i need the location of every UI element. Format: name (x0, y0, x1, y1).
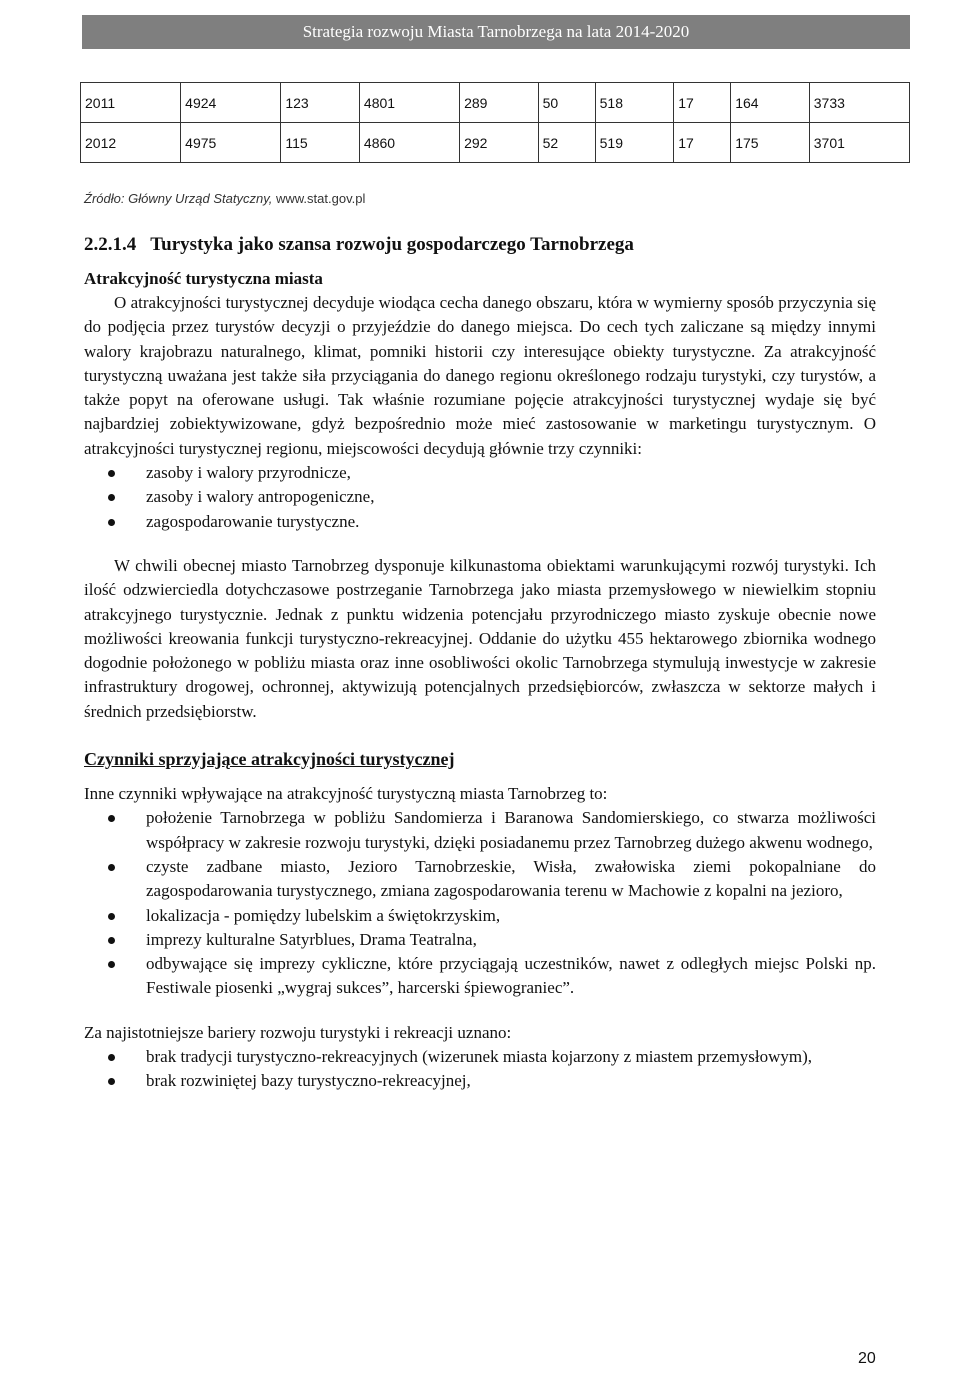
bullet-icon (108, 494, 115, 501)
subheading-attractiveness: Atrakcyjność turystyczna miasta (84, 269, 323, 288)
table-cell: 2011 (81, 83, 181, 123)
list-item (84, 510, 876, 534)
list-item (84, 928, 876, 952)
list-item (84, 855, 876, 904)
source-note (84, 191, 365, 206)
list-item-text: położenie Tarnobrzega w pobliżu Sandomierza i Baranowa Sandomierskiego, co stwarza możliwości współpracy w zakresie rozwoju turystyki, dzięki posiadanemu przez Tarnobrzeg dużego akwenu wodnego, (146, 808, 876, 852)
table-cell: 50 (538, 83, 595, 123)
table-row (81, 123, 910, 163)
table-cell: 3733 (809, 83, 909, 123)
bullet-icon (108, 937, 115, 944)
list-item-text: zasoby i walory antropogeniczne, (146, 487, 375, 507)
list-item-text: zagospodarowanie turystyczne. (146, 511, 360, 531)
section-title: Turystyka jako szansa rozwoju gospodarczego Tarnobrzega (150, 234, 634, 255)
bullet-icon (108, 470, 115, 477)
main-content (84, 231, 876, 1094)
bullet-icon (108, 961, 115, 968)
bullet-icon (108, 815, 115, 822)
table-cell: 17 (674, 83, 731, 123)
table-cell: 292 (460, 123, 539, 163)
list-item-text: odbywające się imprezy cykliczne, które przyciągają uczestników, nawet z odległych miejsc Polski np. Festiwale piosenki „wygraj sukces”, harcerski śpiewograniec”. (146, 954, 876, 998)
factors-list (84, 461, 876, 534)
list-item-text: brak rozwiniętej bazy turystyczno-rekreacyjnej, (146, 1071, 471, 1091)
page-number: 20 (858, 1350, 876, 1367)
list-item-text: imprezy kulturalne Satyrblues, Drama Teatralna, (146, 929, 477, 949)
bullet-icon (108, 519, 115, 526)
table-cell: 289 (460, 83, 539, 123)
table-cell: 164 (731, 83, 810, 123)
barriers-list (84, 1045, 876, 1094)
table-cell: 123 (281, 83, 360, 123)
table-cell: 17 (674, 123, 731, 163)
table-cell: 4801 (359, 83, 459, 123)
bullet-icon (108, 1054, 115, 1061)
document-header (82, 15, 910, 49)
list-item-text: zasoby i walory przyrodnicze, (146, 463, 351, 483)
list-item (84, 1069, 876, 1093)
list-item-text: lokalizacja - pomiędzy lubelskim a świętokrzyskim, (146, 905, 501, 925)
bullet-icon (108, 864, 115, 871)
paragraph-attractiveness: O atrakcyjności turystycznej decyduje wiodąca cecha danego obszaru, która w wymierny sposób przyczynia się do podjęcia przez turystów decyzji o przyjeździe do danego miejsca. Do cech tych zaliczane są między innymi walory krajobrazu naturalnego, klimat, pomniki historii czy interesujące obiekty turystyczne. Za atrakcyjność turystyczną uważana jest także siła przyciągania do danego regionu określonego rodzaju turystyki, czy turystów, a także popyt na oferowane usługi. Tak właśnie rozumiane pojęcie atrakcyjności turystycznej wydaje się być najbardziej zobiektywizowane, gdyż bezpośrednio może mieć zastosowanie w marketingu turystycznym. O atrakcyjności turystycznej regionu, miejscowości decydują głównie trzy czynniki: (84, 293, 876, 458)
source-url[interactable]: www.stat.gov.pl (275, 191, 366, 206)
list-item-text: czyste zadbane miasto, Jezioro Tarnobrzeskie, Wisła, zwałowiska ziemi pokopalniane do zagospodarowania turystycznego, zmiana zagospodarowania terenu w Machowie z kopalni na jezioro, (146, 856, 876, 901)
table-row (81, 83, 910, 123)
favorable-heading: Czynniki sprzyjające atrakcyjności turystycznej (84, 749, 455, 770)
list-item (84, 952, 876, 1001)
bullet-icon (108, 1078, 115, 1085)
table-cell: 4975 (181, 123, 281, 163)
list-item (84, 904, 876, 928)
table-cell: 52 (538, 123, 595, 163)
table-cell: 3701 (809, 123, 909, 163)
table-cell: 518 (595, 83, 674, 123)
section-number: 2.2.1.4 (84, 234, 137, 255)
list-item (84, 1045, 876, 1069)
table-cell: 4860 (359, 123, 459, 163)
paragraph-current-state: W chwili obecnej miasto Tarnobrzeg dysponuje kilkunastoma obiektami warunkującymi rozwój turystyki. Ich ilość odzwierciedla dotychczasowe postrzeganie Tarnobrzega jako miasta przemysłowego w niewielkim stopniu atrakcyjnego turystycznie. Jednak z punktu widzenia potencjału przyrodniczego miasto zyskuje obecnie nowe możliwości kreowania funkcji turystyczno-rekreacyjnej. Oddanie do użytku 455 hektarowego zbiornika wodnego dogodnie położonego w pobliżu miasta oraz inne osobliwości okolic Tarnobrzega stymulują inwestycje w zakresie infrastruktury drogowej, ochronnej, aktywizują potencjalnych przedsiębiorców, zwłaszcza w sektorze małych i średnich przedsiębiorstw. (84, 555, 876, 721)
section-heading (84, 231, 876, 259)
source-label: Źródło: (84, 191, 125, 206)
table-cell: 115 (281, 123, 360, 163)
list-item (84, 485, 876, 509)
favorable-intro: Inne czynniki wpływające na atrakcyjność turystyczną miasta Tarnobrzeg to: (84, 784, 608, 804)
statistics-table (80, 82, 910, 163)
table-cell: 4924 (181, 83, 281, 123)
bullet-icon (108, 913, 115, 920)
barriers-intro: Za najistotniejsze bariery rozwoju turystyki i rekreacji uznano: (84, 1022, 512, 1042)
list-item (84, 806, 876, 855)
table-cell: 519 (595, 123, 674, 163)
table-cell: 175 (731, 123, 810, 163)
favorable-list (84, 806, 876, 1000)
table-cell: 2012 (81, 123, 181, 163)
list-item-text: brak tradycji turystyczno-rekreacyjnych (wizerunek miasta kojarzony z miastem przemysłowym), (146, 1047, 813, 1067)
header-title: Strategia rozwoju Miasta Tarnobrzega na lata 2014-2020 (302, 22, 690, 41)
source-text: Główny Urząd Statyczny, (128, 191, 273, 206)
list-item (84, 461, 876, 485)
